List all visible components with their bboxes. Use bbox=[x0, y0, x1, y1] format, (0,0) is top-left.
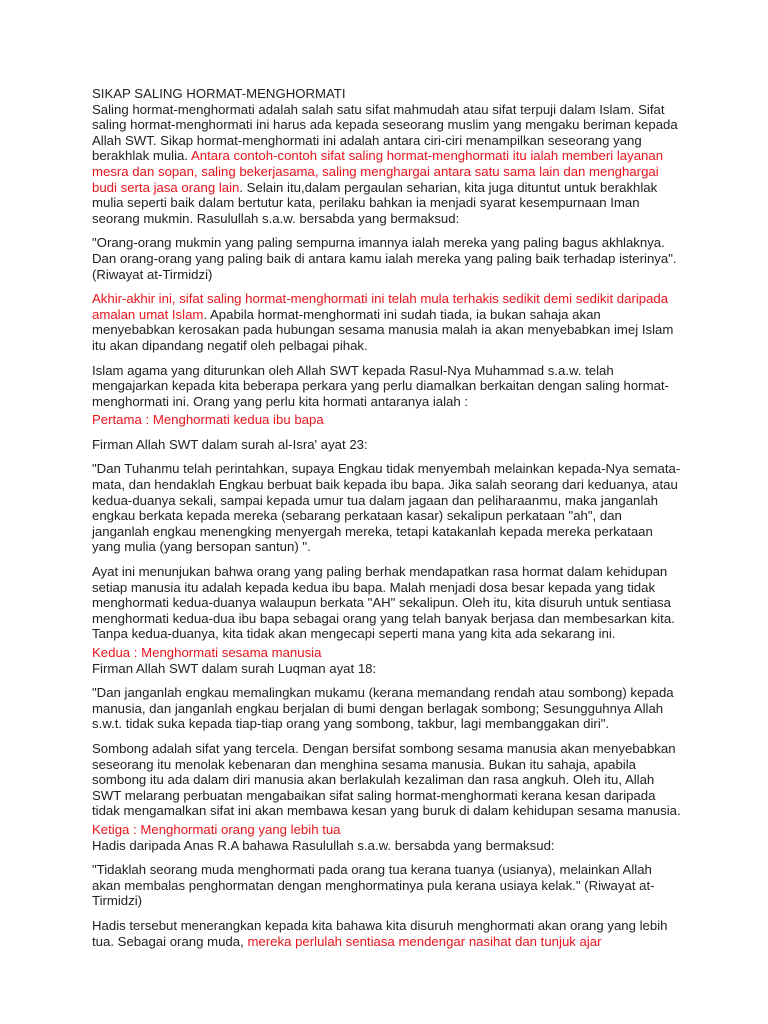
elders-paragraph bbox=[92, 918, 682, 949]
intro-text-cont: . Selain itu,dalam pergaulan seharian, kita juga dituntut untuk berakhlak mulia seperti baik dalam bertutur kata, perilaku bahkan ia menjadi syarat kesempurnaan Iman seorang mukmin. Rasulullah s.a.w. bersabda yang bermaksud: bbox=[92, 179, 658, 226]
arrogance-paragraph: Sombong adalah sifat yang tercela. Dengan bersifat sombong sesama manusia akan menyebabkan seseorang itu menolak kebenaran dan menghina sesama manusia. Bukan itu sahaja, apabila sombong itu ada dalam diri manusia akan berlakulah kezaliman dan rasa angkuh. Oleh itu, Allah SWT melarang perbuatan mengabaikan sifat saling hormat-menghormati kerana kesan daripada tidak mengamalkan sifat ini akan membawa kesan yang buruk di dalam kehidupan sesama manusia. bbox=[92, 740, 681, 819]
erosion-text: . Apabila hormat-menghormati ini sudah tiada, ia bukan sahaja akan menyebabkan kerosakan pada hubungan sesama manusia malah ia akan menyebabkan imej Islam itu akan dipandang negatif oleh pelbagai pihak. bbox=[92, 306, 674, 353]
intro-highlight: Antara contoh-contoh sifat saling hormat-menghormati itu ialah memberi layanan mesra dan sopan, saling bekerjasama, saling menghargai antara satu sama lain dan menghargai budi serta jasa orang lain bbox=[92, 148, 664, 195]
source-first: Firman Allah SWT dalam surah al-Isra' ayat 23: bbox=[92, 436, 368, 452]
elders-text: Hadis tersebut menerangkan kepada kita bahawa kita disuruh menghormati akan orang yang lebih tua. Sebagai orang muda, bbox=[92, 917, 668, 949]
quran-quote-isra: "Dan Tuhanmu telah perintahkan, supaya Engkau tidak menyembah melainkan kepada-Nya semata-mata, dan hendaklah Engkau berbuat baik kepada ibu bapa. Jika salah seorang dari keduanya, atau kedua-duanya sekali, sampai kepada umur tua dalam jagaan dan peliharaanmu, maka janganlah engkau berkata kepada mereka (sebarang perkataan kasar) sekalipun perkataan "ah", dan janganlah engkau menengking menyergah mereka, tetapi katakanlah kepada mereka perkataan yang mulia (yang bersopan santun) ". bbox=[92, 461, 681, 555]
intro-paragraph bbox=[92, 102, 682, 227]
erosion-paragraph bbox=[92, 291, 682, 353]
hadith-quote-2: "Tidaklah seorang muda menghormati pada orang tua kerana tuanya (usianya), melainkan Allah akan membalas penghormatan dengan menghormatinya pula kerana usiaya kelak." (Riwayat at-Tirmidzi) bbox=[92, 862, 655, 909]
hadith-quote-1: "Orang-orang mukmin yang paling sempurna imannya ialah mereka yang paling bagus akhlaknya. Dan orang-orang yang paling baik di antara kamu ialah mereka yang paling baik terhadap isterinya". (Riwayat at-Tirmidzi) bbox=[92, 235, 677, 282]
intro-text: Saling hormat-menghormati adalah salah satu sifat mahmudah atau sifat terpuji dalam Islam. Sifat saling hormat-menghormati ini harus ada kepada seseorang muslim yang mengaku beriman kepada Allah SWT. Sikap hormat-menghormati ini adalah antara ciri-ciri menampilkan seseorang yang berakhlak mulia. bbox=[92, 101, 678, 164]
erosion-highlight: Akhir-akhir ini, sifat saling hormat-menghormati ini telah mula terhakis sedikit demi sedikit daripada amalan umat Islam bbox=[92, 291, 669, 322]
document-body bbox=[92, 86, 682, 949]
quran-quote-luqman: "Dan janganlah engkau memalingkan mukamu (kerana memandang rendah atau sombong) kepada manusia, dan janganlah engkau berjalan di bumi dengan berlagak sombong; Sesungguhnya Allah s.w.t. tidak suka kepada tiap-tiap orang yang sombong, takbur, lagi membanggakan diri". bbox=[92, 685, 674, 732]
heading-third: Ketiga : Menghormati orang yang lebih tua bbox=[92, 821, 341, 837]
islam-paragraph: Islam agama yang diturunkan oleh Allah SWT kepada Rasul-Nya Muhammad s.a.w. telah mengajarkan kepada kita beberapa perkara yang perlu diamalkan berkaitan dengan saling hormat-menghormati ini. Orang yang perlu kita hormati antaranya ialah : bbox=[92, 362, 669, 409]
document-title: SIKAP SALING HORMAT-MENGHORMATI bbox=[92, 86, 346, 101]
source-second: Firman Allah SWT dalam surah Luqman ayat 18: bbox=[92, 660, 377, 676]
source-third: Hadis daripada Anas R.A bahawa Rasulullah s.a.w. bersabda yang bermaksud: bbox=[92, 837, 555, 853]
parents-paragraph: Ayat ini menunjukan bahwa orang yang paling berhak mendapatkan rasa hormat dalam kehidupan setiap manusia itu adalah kepada kedua ibu bapa. Malah menjadi dosa besar kepada yang tidak menghormati kedua-duanya walaupun berkata "AH" sekalipun. Oleh itu, kita disuruh untuk sentiasa menghormati kedua-dua ibu bapa sebagai orang yang telah banyak berjasa dan membesarkan kita. Tanpa kedua-duanya, kita tidak akan mengecapi seperti mana yang kita ada sekarang ini. bbox=[92, 564, 675, 642]
elders-highlight: mereka perlulah sentiasa mendengar nasihat dan tunjuk ajar bbox=[247, 933, 602, 949]
heading-second: Kedua : Menghormati sesama manusia bbox=[92, 645, 322, 660]
heading-first: Pertama : Menghormati kedua ibu bapa bbox=[92, 412, 324, 428]
